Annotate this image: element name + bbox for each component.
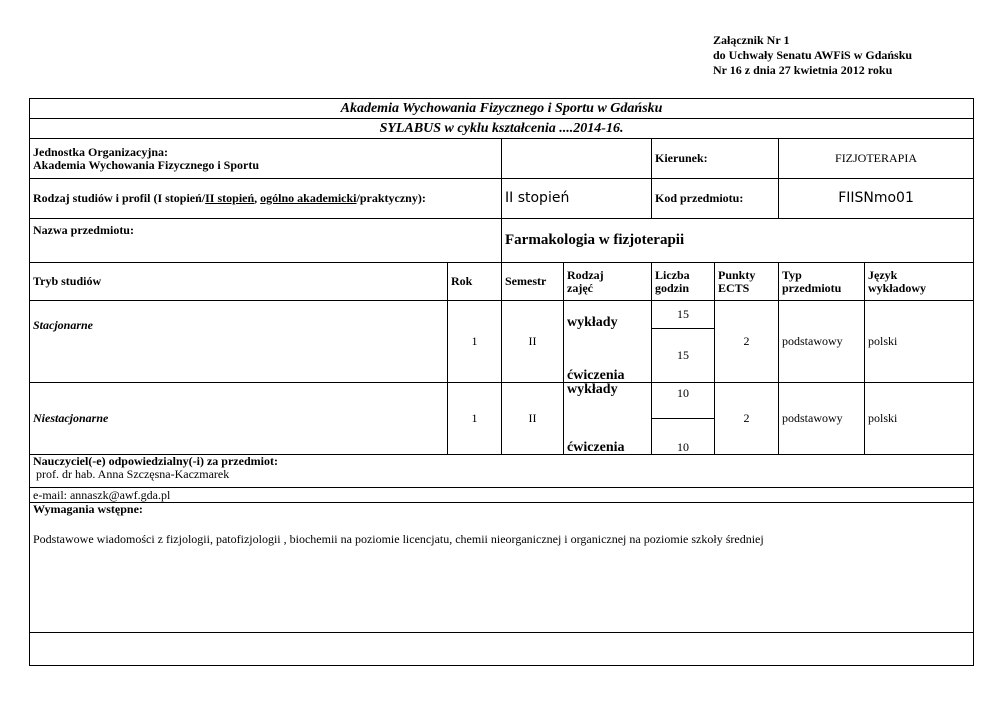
syllabus-table bbox=[29, 98, 974, 666]
row-1-jezyk: polski bbox=[865, 383, 974, 455]
row-0-tryb: Stacjonarne bbox=[30, 301, 448, 383]
study-type-label-level: II stopień bbox=[205, 191, 255, 205]
row-1-typ: podstawowy bbox=[779, 383, 865, 455]
row-1-semestr: II bbox=[502, 383, 564, 455]
kierunek-label: Kierunek: bbox=[652, 139, 779, 179]
col-liczba bbox=[652, 263, 715, 301]
col-rodzaj bbox=[564, 263, 652, 301]
row-0-class-1: wykłady bbox=[564, 301, 652, 329]
row-1-tryb: Niestacjonarne bbox=[30, 383, 448, 455]
col-rok: Rok bbox=[448, 263, 502, 301]
study-type-label bbox=[30, 179, 502, 219]
col-jezyk-1: Język bbox=[868, 267, 898, 282]
col-tryb: Tryb studiów bbox=[30, 263, 448, 301]
unit-cell bbox=[30, 139, 502, 179]
syllabus-document bbox=[29, 98, 973, 666]
teacher-label: Nauczyciel(-e) odpowiedzialny(-i) za przedmiot: bbox=[33, 454, 278, 468]
col-typ-2: przedmiotu bbox=[782, 280, 842, 295]
col-rodzaj-2: zajęć bbox=[567, 280, 593, 295]
col-punkty-1: Punkty bbox=[718, 267, 756, 282]
row-1-class-1: wykłady bbox=[564, 383, 652, 419]
row-0-ects: 2 bbox=[715, 301, 779, 383]
row-0-hours-2: 15 bbox=[652, 329, 715, 383]
code-label: Kod przedmiotu: bbox=[652, 179, 779, 219]
attachment-line-3: Nr 16 z dnia 27 kwietnia 2012 roku bbox=[713, 63, 893, 77]
attachment-note bbox=[713, 33, 912, 78]
attachment-line-1: Załącznik Nr 1 bbox=[713, 33, 790, 47]
kierunek-value: FIZJOTERAPIA bbox=[779, 139, 974, 179]
row-0-jezyk: polski bbox=[865, 301, 974, 383]
unit-label: Jednostka Organizacyjna: bbox=[33, 144, 168, 159]
col-punkty bbox=[715, 263, 779, 301]
subject-label: Nazwa przedmiotu: bbox=[30, 219, 502, 263]
empty-row bbox=[30, 633, 974, 666]
col-jezyk bbox=[865, 263, 974, 301]
teacher-cell bbox=[30, 455, 974, 488]
study-type-label-profile: ogólno akademicki bbox=[260, 191, 357, 205]
col-typ-1: Typ bbox=[782, 267, 802, 282]
study-type-label-post: /praktyczny): bbox=[356, 191, 426, 205]
row-1-rok: 1 bbox=[448, 383, 502, 455]
col-liczba-2: godzin bbox=[655, 280, 690, 295]
empty-cell bbox=[502, 139, 652, 179]
row-0-class-2: ćwiczenia bbox=[564, 329, 652, 383]
row-1-hours-2: 10 bbox=[652, 419, 715, 455]
study-type-label-mid: , bbox=[254, 191, 261, 205]
study-type-label-pre: Rodzaj studiów i profil (I stopień/ bbox=[33, 191, 206, 205]
col-jezyk-2: wykładowy bbox=[868, 280, 927, 295]
table-row bbox=[30, 383, 974, 419]
col-semestr: Semestr bbox=[502, 263, 564, 301]
requirements-cell bbox=[30, 503, 974, 633]
study-type-value: II stopień bbox=[502, 179, 652, 219]
syllabus-title: SYLABUS w cyklu kształcenia ....2014-16. bbox=[30, 119, 974, 139]
row-0-hours-1: 15 bbox=[652, 301, 715, 329]
attachment-line-2: do Uchwały Senatu AWFiS w Gdańsku bbox=[713, 48, 913, 62]
subject-value: Farmakologia w fizjoterapii bbox=[502, 219, 974, 263]
teacher-email: e-mail: annaszk@awf.gda.pl bbox=[30, 488, 974, 503]
row-0-semestr: II bbox=[502, 301, 564, 383]
table-row bbox=[30, 301, 974, 329]
row-1-hours-1: 10 bbox=[652, 383, 715, 419]
row-1-class-2: ćwiczenia bbox=[564, 419, 652, 455]
requirements-label: Wymagania wstępne: bbox=[33, 502, 143, 516]
teacher-name: prof. dr hab. Anna Szczęsna-Kaczmarek bbox=[36, 467, 230, 481]
row-0-typ: podstawowy bbox=[779, 301, 865, 383]
col-punkty-2: ECTS bbox=[718, 280, 750, 295]
row-0-rok: 1 bbox=[448, 301, 502, 383]
row-1-ects: 2 bbox=[715, 383, 779, 455]
academy-title: Akademia Wychowania Fizycznego i Sportu w Gdańsku bbox=[30, 99, 974, 119]
code-value: FIISNmo01 bbox=[779, 179, 974, 219]
col-typ bbox=[779, 263, 865, 301]
requirements-text: Podstawowe wiadomości z fizjologii, patofizjologii , biochemii na poziomie licencjatu, chemii nieorganicznej i organicznej na poziomie szkoły średniej bbox=[33, 532, 764, 546]
unit-value: Akademia Wychowania Fizycznego i Sportu bbox=[33, 157, 260, 172]
col-liczba-1: Liczba bbox=[655, 267, 690, 282]
col-rodzaj-1: Rodzaj bbox=[567, 267, 604, 282]
